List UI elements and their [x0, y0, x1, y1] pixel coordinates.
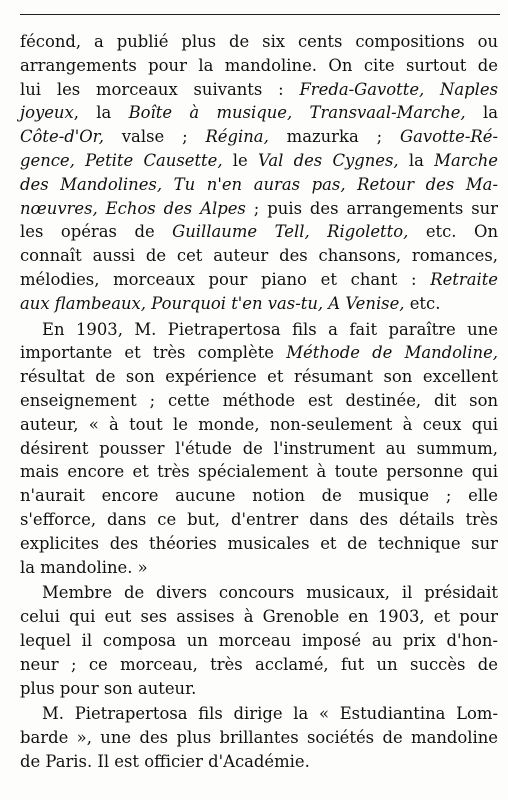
text-run: valse ;	[103, 127, 206, 147]
text-run: la	[398, 150, 435, 170]
text-run: mazurka ;	[268, 127, 401, 147]
text-run: M. Pietrapertosa fils dirige la « Estudiantina Lom-	[42, 704, 498, 724]
body-text	[20, 30, 498, 776]
text-line	[20, 30, 498, 54]
text-line	[20, 677, 498, 701]
text-line	[20, 726, 498, 750]
text-line	[20, 197, 498, 221]
text-line	[20, 629, 498, 653]
text-run: la mandoline. »	[20, 557, 148, 577]
text-run: fécond, a publié plus de six cents compositions ou	[20, 32, 498, 51]
text-run: mais encore et très spécialement à toute personne qui	[20, 462, 498, 482]
text-line	[20, 653, 498, 677]
text-line	[20, 365, 498, 389]
paragraph	[20, 581, 498, 700]
italic-title: Val des Cygnes,	[258, 150, 399, 170]
text-run: etc.	[404, 293, 441, 313]
text-run: etc. On	[408, 222, 498, 242]
text-line	[20, 78, 498, 102]
text-run: neur ; ce morceau, très acclamé, fut un succès de	[20, 654, 498, 674]
text-line	[20, 173, 498, 197]
text-line	[20, 292, 498, 316]
text-run: ; puis des arrangements sur	[245, 198, 498, 218]
text-line	[20, 702, 498, 726]
text-run: s'efforce, dans ce but, d'entrer dans des détails très	[20, 509, 498, 529]
italic-title: aux flambeaux, Pourquoi t'en vas-tu, A Venise,	[20, 293, 405, 313]
text-line	[20, 508, 498, 532]
text-line	[20, 532, 498, 556]
text-line	[20, 605, 498, 629]
text-run: le	[222, 150, 258, 170]
text-run: En 1903, M. Pietrapertosa fils a fait paraître une	[42, 319, 498, 339]
italic-title: Gavotte-Ré-	[400, 127, 498, 147]
text-line	[20, 581, 498, 605]
paragraph	[20, 30, 498, 316]
text-run: arrangements pour la mandoline. On cite surtout de	[20, 55, 498, 75]
italic-title: Côte-d'Or,	[20, 127, 104, 147]
text-run: , la	[73, 103, 129, 123]
text-line	[20, 437, 498, 461]
text-run: connaît aussi de cet auteur des chansons, romances,	[20, 246, 498, 266]
text-line	[20, 268, 498, 292]
text-run: Membre de divers concours musicaux, il présidait	[42, 583, 498, 603]
italic-title: Méthode de Mandoline,	[286, 343, 498, 363]
text-run: importante et très complète	[20, 343, 287, 363]
italic-title: des Mandolines, Tu n'en auras pas, Retour des Ma-	[20, 174, 498, 194]
text-line	[20, 54, 498, 78]
text-line	[20, 244, 498, 268]
text-run: explicites des théories musicales et de technique sur	[20, 533, 498, 553]
text-run: lequel il composa un morceau imposé au prix d'hon-	[20, 630, 498, 650]
text-run: plus pour son auteur.	[20, 678, 197, 698]
italic-title: Freda-Gavotte, Naples	[299, 79, 498, 99]
header-rule	[20, 14, 500, 15]
text-line	[20, 484, 498, 508]
text-line	[20, 389, 498, 413]
italic-title: nœuvres, Echos des Alpes	[20, 198, 246, 218]
italic-title: Boîte à musique, Transvaal-Marche,	[128, 103, 466, 123]
italic-title: Guillaume Tell, Rigoletto,	[172, 222, 409, 242]
text-run: mélodies, morceaux pour piano et chant :	[20, 269, 431, 289]
text-line	[20, 125, 498, 149]
text-run: celui qui eut ses assises à Grenoble en 1903, et pour	[20, 607, 498, 627]
text-run: auteur, « à tout le monde, non-seulement à ceux qui	[20, 414, 498, 434]
paragraph	[20, 702, 498, 773]
text-run: résultat de son expérience et résumant son excellent	[20, 367, 498, 387]
text-run: la	[465, 103, 498, 123]
text-run: les opéras de	[20, 222, 173, 242]
italic-title: gence, Petite Causette,	[20, 150, 223, 170]
text-line	[20, 413, 498, 437]
text-line	[20, 101, 498, 125]
text-line	[20, 318, 498, 342]
italic-title: Retraite	[430, 269, 498, 289]
text-run: barde », une des plus brillantes sociétés de mandoline	[20, 728, 498, 748]
text-line	[20, 149, 498, 173]
text-line	[20, 460, 498, 484]
text-run: enseignement ; cette méthode est destinée, dit son	[20, 390, 498, 410]
text-run: désirent pousser l'étude de l'instrument au summum,	[20, 438, 498, 458]
italic-title: joyeux	[20, 103, 74, 123]
paragraph	[20, 318, 498, 580]
text-line	[20, 750, 498, 774]
text-line	[20, 341, 498, 365]
text-run: de Paris. Il est officier d'Académie.	[20, 751, 310, 771]
text-run: lui les morceaux suivants :	[20, 79, 300, 99]
text-line	[20, 556, 498, 580]
italic-title: Marche	[434, 150, 498, 170]
italic-title: Régina,	[205, 127, 269, 147]
text-line	[20, 220, 498, 244]
text-run: n'aurait encore aucune notion de musique ; elle	[20, 486, 498, 506]
